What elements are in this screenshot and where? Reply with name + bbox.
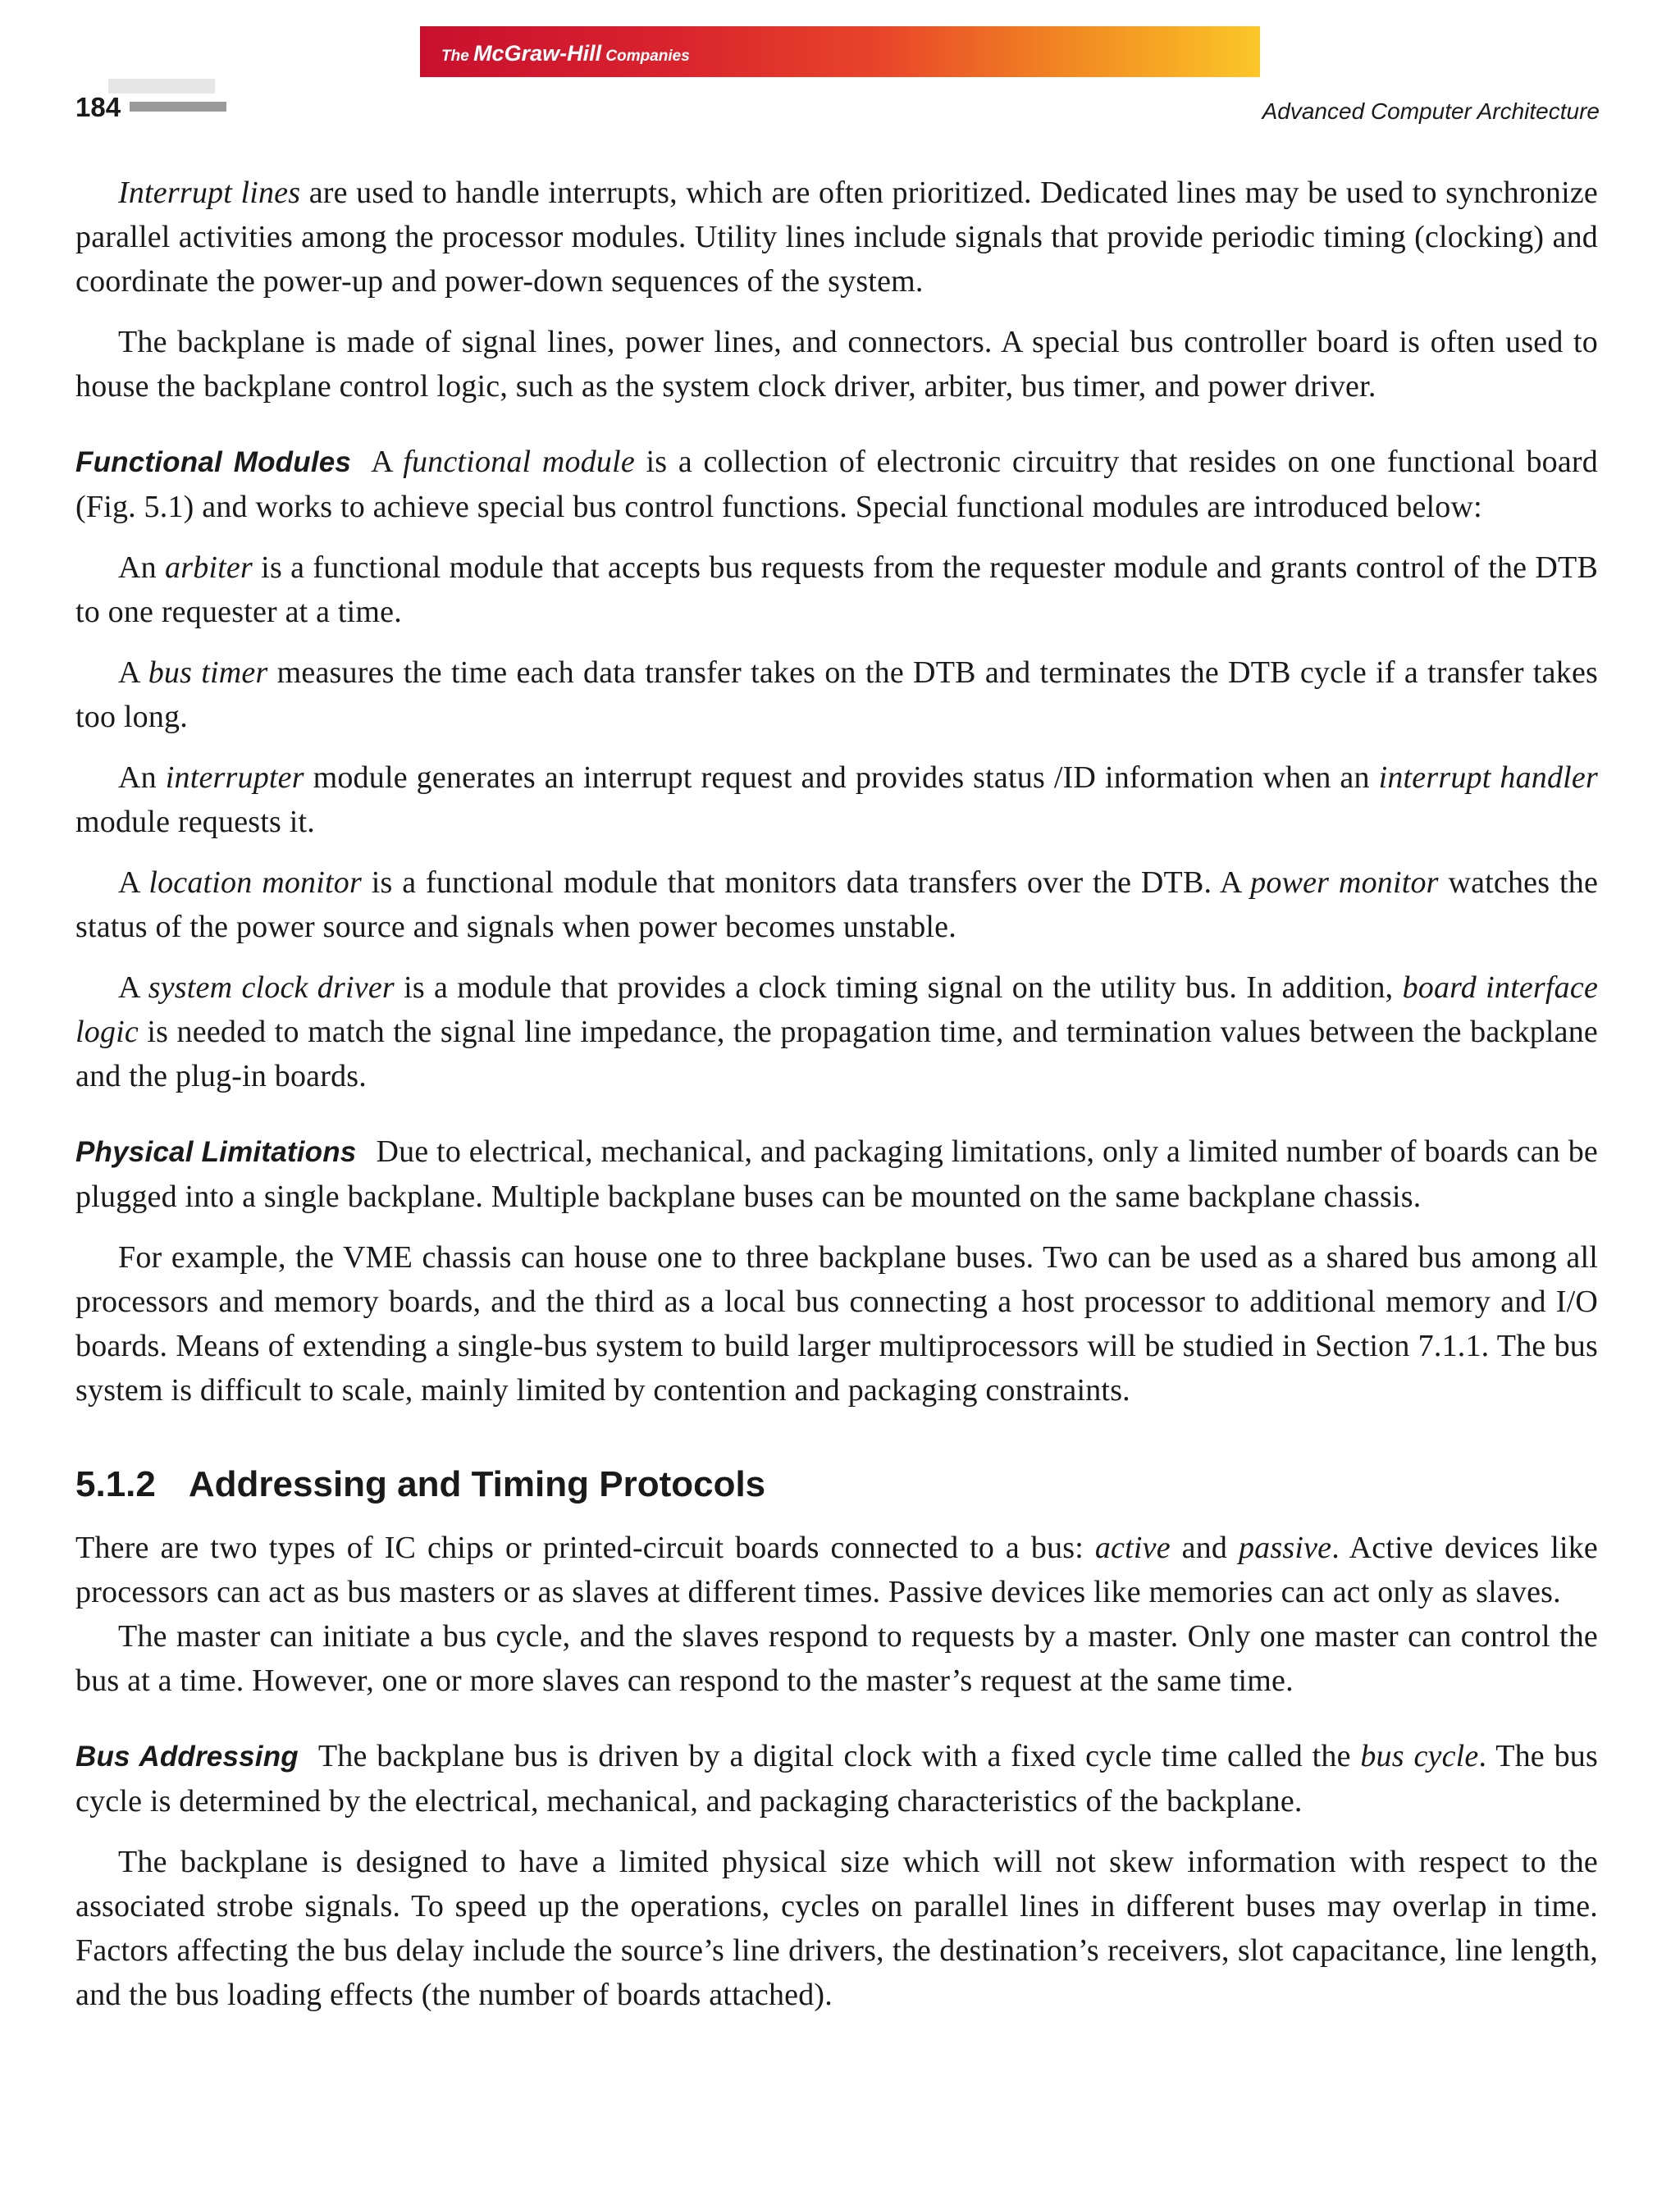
paragraph-bus-timer (75, 650, 1598, 739)
runin-heading-functional-modules: Functional Modules (75, 446, 352, 478)
paragraph-text: is a module that provides a clock timing signal on the utility bus. In addition, (394, 970, 1403, 1005)
term-functional-module: functional module (403, 445, 635, 479)
term-interrupt-lines: Interrupt lines (118, 176, 301, 210)
runin-heading-bus-addressing: Bus Addressing (75, 1741, 299, 1773)
runin-heading-physical-limitations: Physical Limitations (75, 1136, 357, 1168)
paragraph-vme-example: For example, the VME chassis can house one to three backplane buses. Two can be used as a shared bus among all processors and memory boards, and the third as a local bus connecting a host processor to additional memory and I/O boards. Means of extending a single-bus system to build larger multiprocessors will be studied in Section 7.1.1. The bus system is difficult to scale, mainly limited by contention and packaging constraints. (75, 1240, 1598, 1408)
paragraph-bus-addressing (75, 1734, 1598, 1823)
paragraph-functional-modules (75, 440, 1598, 529)
running-head: Advanced Computer Architecture (1262, 98, 1600, 124)
paragraph-text: are used to handle interrupts, which are often prioritized. Dedicated lines may be used to synchronize parallel activities among the processor modules. Utility lines include signals that provide periodic timing (clocking) and coordinate the power-up and power-down sequences of the system. (75, 176, 1599, 299)
banner-brand: McGraw-Hill (473, 41, 602, 66)
section-heading (75, 1462, 1598, 1508)
header-shadow-bar (108, 79, 215, 94)
paragraph-text: An (118, 760, 166, 795)
page-body (75, 171, 1598, 2017)
paragraph-text: An (118, 550, 166, 585)
paragraph-text: Due to electrical, mechanical, and packaging limitations, only a limited number of boards can be plugged into a single backplane. Multiple backplane buses can be mounted on the same backplane chassis. (75, 1134, 1598, 1214)
paragraph-text: A (118, 655, 148, 690)
paragraph-text: A (118, 970, 148, 1005)
paragraph-text: is needed to match the signal line impedance, the propagation time, and termination values between the backplane and the plug-in boards. (75, 1015, 1598, 1093)
publisher-logo (441, 41, 690, 66)
paragraph-system-clock-driver (75, 965, 1598, 1098)
paragraph-text: . Active devices like processors can act as bus masters or as slaves at different times. Passive devices like memories can act only as slaves. (75, 1531, 1598, 1609)
paragraph-text: is a collection of electronic circuitry that resides on one functional board (Fig. 5.1) and works to achieve special bus control functions. Special functional modules are introduced below: (75, 445, 1598, 524)
paragraph-text: module generates an interrupt request and provides status /ID information when an (304, 760, 1379, 795)
header-rule (130, 102, 226, 112)
section-title: Addressing and Timing Protocols (188, 1464, 766, 1504)
banner-suffix: Companies (601, 48, 690, 65)
paragraph-text: measures the time each data transfer takes on the DTB and terminates the DTB cycle if a transfer takes too long. (75, 655, 1599, 734)
term-system-clock-driver: system clock driver (148, 970, 395, 1005)
paragraph-master-slave: The master can initiate a bus cycle, and the slaves respond to requests by a master. Only one master can control the bus at a time. However, one or more slaves can respond to the master’s request at the same time. (75, 1619, 1598, 1698)
term-bus-cycle: bus cycle (1360, 1739, 1479, 1773)
paragraph-text: There are two types of IC chips or printed-circuit boards connected to a bus: (75, 1531, 1095, 1565)
publisher-banner (420, 26, 1260, 77)
term-bus-timer: bus timer (148, 655, 268, 690)
paragraph-text: module requests it. (75, 805, 315, 839)
paragraph-text: watches the status of the power source and signals when power becomes unstable. (75, 865, 1599, 944)
paragraph-arbiter (75, 545, 1598, 634)
paragraph-physical-limitations (75, 1129, 1598, 1219)
term-passive: passive (1238, 1531, 1332, 1565)
term-power-monitor: power monitor (1250, 865, 1439, 900)
term-interrupter: interrupter (165, 760, 304, 795)
page-number: 184 (75, 92, 121, 122)
paragraph-interrupter (75, 755, 1598, 844)
term-interrupt-handler: interrupt handler (1378, 760, 1598, 795)
paragraph-interrupt-lines (75, 171, 1598, 303)
paragraph-text: The backplane bus is driven by a digital clock with a fixed cycle time called the (317, 1739, 1361, 1773)
paragraph-chip-types (75, 1526, 1598, 1614)
paragraph-text: and (1170, 1531, 1239, 1565)
paragraph-text: . The bus cycle is determined by the electrical, mechanical, and packaging characteristics of the backplane. (75, 1739, 1598, 1819)
paragraph-backplane: The backplane is made of signal lines, power lines, and connectors. A special bus controller board is often used to house the backplane control logic, such as the system clock driver, arbiter, bus timer, and power driver. (75, 325, 1598, 404)
paragraph-location-monitor (75, 860, 1598, 949)
term-arbiter: arbiter (165, 550, 253, 585)
term-active: active (1094, 1531, 1171, 1565)
paragraph-backplane-size: The backplane is designed to have a limited physical size which will not skew information with respect to the associated strobe signals. To speed up the operations, cycles on parallel lines in different buses may overlap in time. Factors affecting the bus delay include the source’s line drivers, the destination’s receivers, slot capacitance, line length, and the bus loading effects (the number of boards attached). (75, 1845, 1598, 2012)
term-location-monitor: location monitor (148, 865, 362, 900)
paragraph-text: is a functional module that accepts bus requests from the requester module and grants control of the DTB to one requester at a time. (75, 550, 1598, 629)
paragraph-text: A (118, 865, 149, 900)
section-number: 5.1.2 (75, 1464, 156, 1504)
term-board-interface-logic: board interface logic (75, 970, 1599, 1049)
paragraph-text: A (371, 445, 404, 479)
banner-prefix: The (441, 48, 474, 65)
paragraph-text: is a functional module that monitors data transfers over the DTB. A (361, 865, 1251, 900)
